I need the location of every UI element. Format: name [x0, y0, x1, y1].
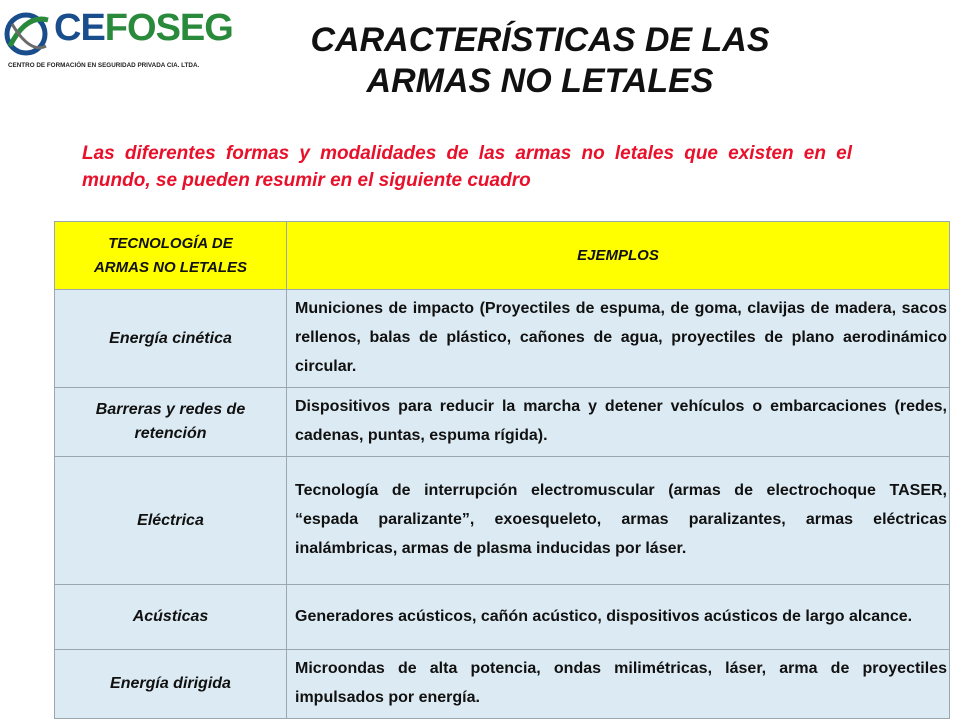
row-category: Energía dirigida — [55, 650, 287, 719]
row-examples: Dispositivos para reducir la marcha y detener vehículos o embarcaciones (redes, cadenas, puntas, espuma rígida). — [287, 388, 950, 457]
header-examples: EJEMPLOS — [287, 222, 950, 290]
page-title — [240, 20, 840, 102]
page-title-line1: CARACTERÍSTICAS DE LAS — [310, 21, 770, 59]
intro-paragraph: Las diferentes formas y modalidades de las armas no letales que existen en el mundo, se pueden resumir en el siguiente cuadro — [82, 143, 852, 191]
table-row — [55, 457, 950, 585]
page-title-line2: ARMAS NO LETALES — [366, 62, 714, 100]
logo-wordmark — [54, 4, 233, 52]
header-technology-line2: ARMAS NO LETALES — [93, 258, 248, 276]
row-category: Eléctrica — [55, 457, 287, 585]
logo-globe-icon — [4, 6, 54, 62]
row-examples: Generadores acústicos, cañón acústico, dispositivos acústicos de largo alcance. — [287, 585, 950, 650]
row-category: Barreras y redes de retención — [55, 388, 287, 457]
table-row — [55, 290, 950, 388]
row-examples: Tecnología de interrupción electromuscular (armas de electrochoque TASER, “espada paralizante”, exoesqueleto, armas paralizantes, armas eléctricas inalámbricas, armas de plasma inducidas por láser. — [287, 457, 950, 585]
company-logo — [4, 4, 233, 76]
logo-wordmark-part2: FOSEG — [104, 7, 233, 49]
logo-wordmark-part1: CE — [54, 7, 105, 49]
weapons-table — [54, 221, 950, 719]
table-row — [55, 585, 950, 650]
header-technology — [55, 222, 287, 290]
row-examples: Microondas de alta potencia, ondas milimétricas, láser, arma de proyectiles impulsados por energía. — [287, 650, 950, 719]
row-category: Energía cinética — [55, 290, 287, 388]
table-header-row — [55, 222, 950, 290]
row-category: Acústicas — [55, 585, 287, 650]
header-technology-line1: TECNOLOGÍA DE — [108, 234, 233, 252]
table-row — [55, 388, 950, 457]
logo-subtitle: CENTRO DE FORMACIÓN EN SEGURIDAD PRIVADA CIA. LTDA. — [8, 62, 200, 69]
row-examples: Municiones de impacto (Proyectiles de espuma, de goma, clavijas de madera, sacos rellenos, balas de plástico, cañones de agua, proyectiles de plano aerodinámico circular. — [287, 290, 950, 388]
table-row — [55, 650, 950, 719]
